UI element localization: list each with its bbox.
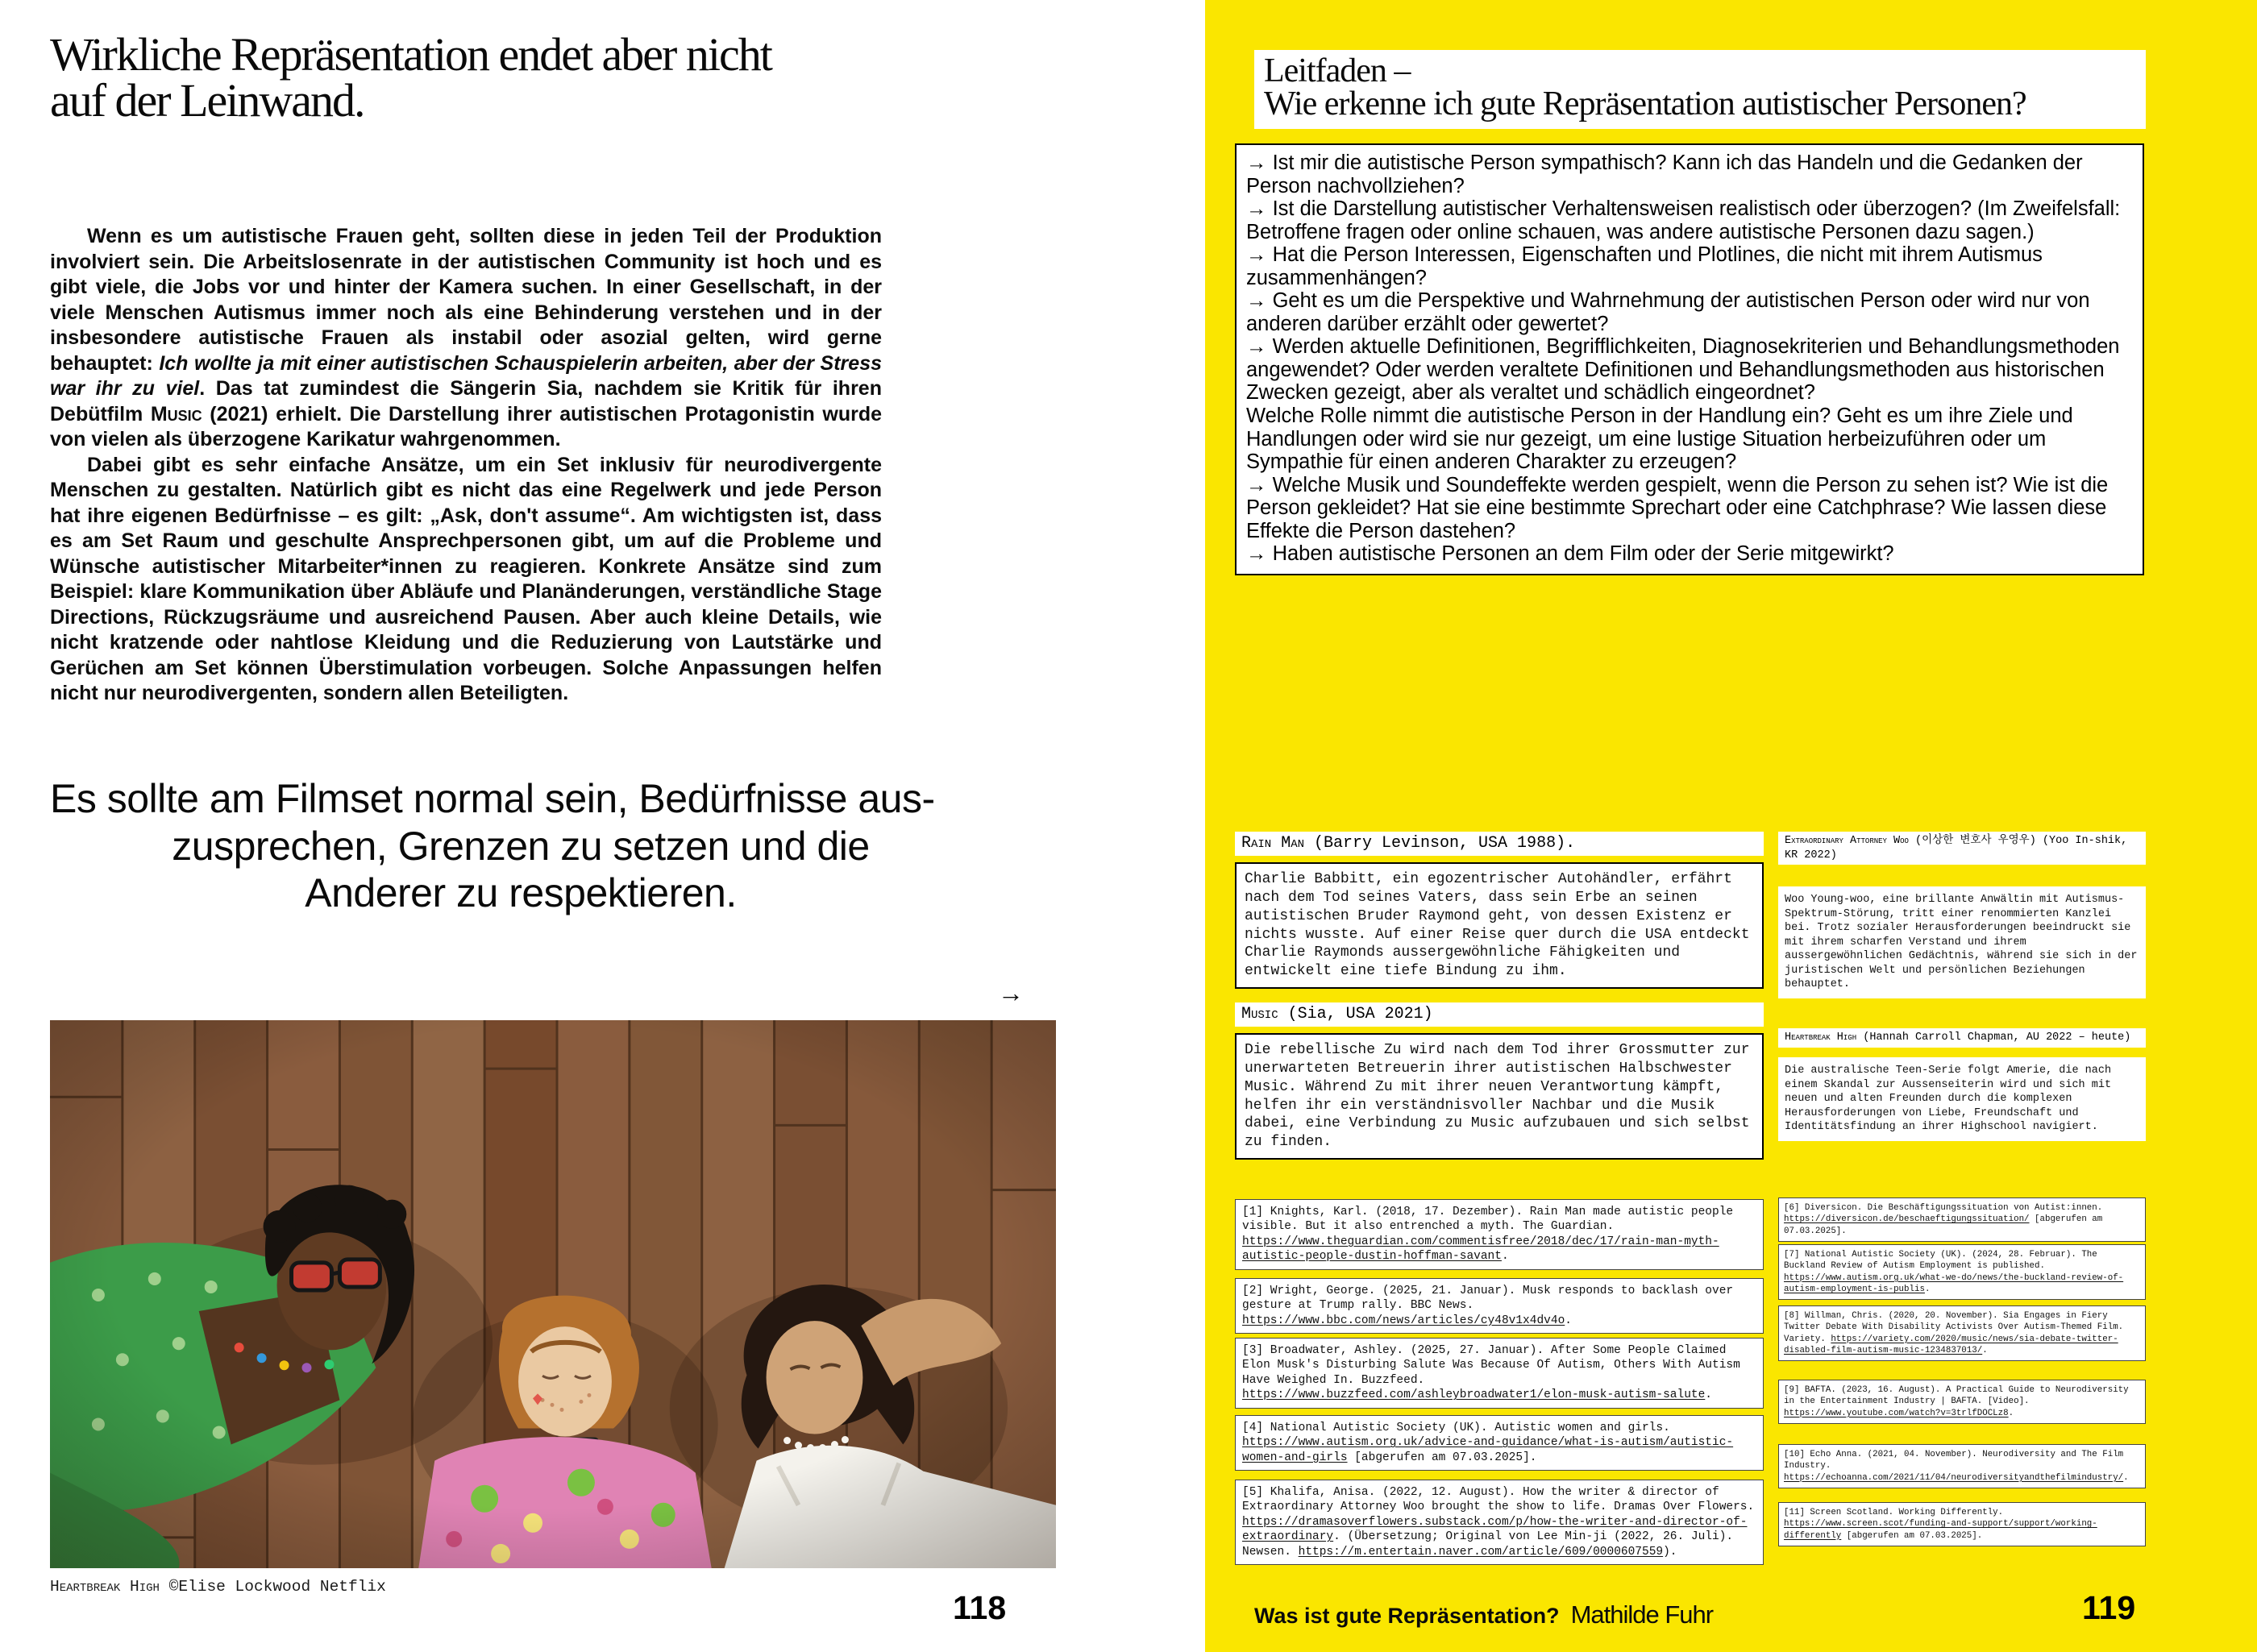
url-text: https://www.buzzfeed.com/ashleybroadwater1/elon-musk-autism-salute <box>1242 1388 1706 1402</box>
text-segment: Music <box>150 402 202 425</box>
text-segment: [4] National Autistic Society (UK). Autistic women and girls. <box>1242 1422 1670 1434</box>
text-segment: Dabei gibt es sehr einfache Ansätze, um ein Set inklusiv für neurodivergente Menschen zu gestalten. Natürlich gibt es nicht das eine Regelwerk und jede Person hat ihre eigenen Bedürfnisse – es gilt: „Ask, don't assume“. Am wichtigsten ist, dass es am Set Raum und geschulte Ansprechpersonen gibt, um auf die Probleme und Wünsche autistischer Mitarbeiter*innen zu reagieren. Konkrete Ansätze sind zum Beispiel: klare Kommunikation über Abläufe und Planänderungen, verständliche Stage Directions, Rückzugsräume und ausreichend Pausen. Aber auch kleine Details, wie nicht kratzende oder nahtlose Kleidung und die Reduzierung von Lautstärke und Gerüchen am Set können Überstimulation vorbeugen. Solche Anpassungen helfen nicht nur neurodivergenten, sondern allen Beteiligten. <box>50 453 882 704</box>
page-right <box>1205 0 2257 1652</box>
footer-question: Was ist gute Repräsentation? <box>1254 1604 1560 1628</box>
guide-item-4: → Geht es um die Perspektive und Wahrnehmung der autistischen Person oder wird nur von anderen darüber erzählt oder gewertet? <box>1246 289 2090 335</box>
footnote-8 <box>1778 1305 2146 1361</box>
photo-caption <box>50 1578 386 1596</box>
footnote-3 <box>1235 1338 1764 1409</box>
film-body-rain-man: Charlie Babbitt, ein egozentrischer Autohändler, erfährt nach dem Tod seines Vaters, dass sein Erbe an seinen autistischen Bruder Raymond geht, von dessen Existenz er nichts wusste. Auf einer Reise quer durch die USA entdeckt Charlie Raymonds aussergewöhnliche Fähigkeiten und entwickelt eine tiefe Bindung zu ihm. <box>1235 862 1764 989</box>
guide-header <box>1254 50 2146 129</box>
text-segment: (Hannah Carroll Chapman, AU 2022 – heute) <box>1856 1031 2131 1044</box>
footnote-7 <box>1778 1244 2146 1300</box>
text-segment: Heartbreak High <box>1785 1031 1857 1044</box>
guide-item-8: → Haben autistische Personen an dem Film oder der Serie mitgewirkt? <box>1246 542 1894 566</box>
guide-header-line1: Leitfaden – <box>1264 52 1411 89</box>
footer <box>1254 1600 1713 1629</box>
text-segment: [9] BAFTA. (2023, 16. August). A Practical Guide to Neurodiversity in the Entertainment Industry | BAFTA. [Video]. <box>1784 1385 2129 1407</box>
guide-item-7: → Welche Musik und Soundeffekte werden gespielt, wenn die Person zu sehen ist? Wie ist die Person gekleidet? Hat sie eine bestimmte Sprechart oder eine Catchphrase? Wie lassen diese Effekte die Person dastehen? <box>1246 473 2109 542</box>
text-segment: Ich wollte ja mit einer autistischen Schauspielerin arbeiten, aber der Stress war ihr zu viel <box>50 351 882 400</box>
url-text: https://www.screen.scot/funding-and-support/support/working-differently <box>1784 1519 2097 1541</box>
url-text: https://www.bbc.com/news/articles/cy48v1x4dv4o <box>1242 1314 1565 1327</box>
pull-quote-line1: Es sollte am Filmset normal sein, Bedürfnisse aus- <box>50 776 935 821</box>
footnote-9 <box>1778 1380 2146 1424</box>
page-title-line1: Wirkliche Repräsentation endet aber nicht <box>50 28 771 81</box>
text-segment: (Sia, USA 2021) <box>1278 1005 1433 1023</box>
url-text: https://www.autism.org.uk/what-we-do/news/the-buckland-review-of-autism-employment-is-publis <box>1784 1272 2124 1294</box>
page-title <box>50 28 1001 127</box>
footnote-10 <box>1778 1444 2146 1488</box>
film-title-attorney-woo <box>1778 832 2146 865</box>
text-segment: Heartbreak High <box>50 1578 160 1596</box>
url-text: https://diversicon.de/beschaeftigungssituation/ <box>1784 1214 2030 1225</box>
text-segment: [3] Broadwater, Ashley. (2025, 27. Januar). After Some People Claimed Elon Musk's Disturbing Salute Was Because Of Autism, Others With Autism Have Weighed In. Buzzfeed. <box>1242 1344 1740 1387</box>
url-text: https://www.youtube.com/watch?v=3trlfDOCLz8 <box>1784 1408 2009 1418</box>
text-segment: Wenn es um autistische Frauen geht, sollten diese in jeden Teil der Produktion involviert sein. Die Arbeitslosenrate in der autistischen Community ist hoch und es gibt viele, die Jobs vor und hinter der Kamera suchen. In einer Gesellschaft, in der viele Menschen Autismus immer noch als eine Behinderung verstehen und in der insbesondere autistische Frauen als instabil oder asozial gelten, wird gerne behauptet: <box>50 225 882 375</box>
text-segment: [abgerufen am 07.03.2025]. <box>1841 1530 1983 1541</box>
photo-heartbreak-high <box>50 1020 1056 1568</box>
film-body-attorney-woo: Woo Young-woo, eine brillante Anwältin mit Autismus-Spektrum-Störung, tritt einer renommierten Kanzlei bei. Trotz sozialer Herausforderungen beeindruckt sie mit ihrem scharfen Verstand und ihrem aussergewöhnlichen Gedächtnis, während sie sich in der juristischen Welt und persönlichen Beziehungen behauptet. <box>1778 886 2146 998</box>
body-copy <box>50 224 882 707</box>
guide-item-2: → Ist die Darstellung autistischer Verhaltensweisen realistisch oder überzogen? (Im Zweifelsfall: Betroffene fragen oder online schauen, was andere autistische Personen dazu sagen.) <box>1246 197 2121 243</box>
footer-author: Mathilde Fuhr <box>1570 1600 1714 1629</box>
guide-item-1: → Ist mir die autistische Person sympathisch? Kann ich das Handeln und die Gedanken der Person nachvollziehen? <box>1246 152 2083 197</box>
text-segment: . <box>1982 1345 1988 1355</box>
guide-header-line2: Wie erkenne ich gute Repräsentation autistischer Personen? <box>1264 85 2026 123</box>
text-segment: [abgerufen am 07.03.2025]. <box>1784 1214 2103 1236</box>
footnote-4 <box>1235 1415 1764 1471</box>
text-segment: (Barry Levinson, USA 1988). <box>1304 834 1576 853</box>
pull-quote-line2: zusprechen, Grenzen zu setzen und die <box>172 823 870 869</box>
text-segment: [abgerufen am 07.03.2025]. <box>1347 1451 1537 1464</box>
url-text: https://dramasoverflowers.substack.com/p/how-the-writer-and-director-of-extraordinary <box>1242 1515 1748 1544</box>
text-segment: . Das tat zumindest die Sängerin Sia, nachdem sie Kritik für ihren Debütfilm <box>50 377 882 425</box>
text-segment: [10] Echo Anna. (2021, 04. November). Neurodiversity and The Film Industry. <box>1784 1450 2124 1471</box>
film-title-music <box>1235 1002 1764 1027</box>
film-body-heartbreak-high: Die australische Teen-Serie folgt Amerie, die nach einem Skandal zur Aussenseiterin wird und sich mit neuen und alten Freunden durch die komplexen Herausforderungen von Liebe, Freundschaft und Identitätsfindung an ihrer Highschool navigiert. <box>1778 1057 2146 1141</box>
text-segment: [5] Khalifa, Anisa. (2022, 12. August). How the writer & director of Extraordinary Attorney Woo brought the show to life. Dramas Over Flowers. <box>1242 1486 1755 1514</box>
url-text: https://www.theguardian.com/commentisfree/2018/dec/17/rain-man-myth-autistic-people-dustin-hoffman-savant <box>1242 1235 1719 1264</box>
text-segment: [7] National Autistic Society (UK). (2024, 28. Februar). The Buckland Review of Autism Employment is published. <box>1784 1250 2097 1272</box>
text-segment: [6] Diversicon. Die Beschäftigungssituation von Autist:innen. <box>1784 1203 2103 1213</box>
text-segment: Music <box>1241 1005 1278 1023</box>
url-text: https://www.autism.org.uk/advice-and-guidance/what-is-autism/autistic-women-and-girls <box>1242 1436 1734 1464</box>
footnote-11 <box>1778 1502 2146 1546</box>
photo-illustration <box>50 1020 1056 1568</box>
text-segment: . <box>2008 1408 2014 1418</box>
text-segment: . <box>1924 1284 1931 1294</box>
text-segment: [1] Knights, Karl. (2018, 17. Dezember). Rain Man made autistic people visible. But it also entrenched a myth. The Guardian. <box>1242 1206 1734 1234</box>
text-segment: ). <box>1663 1545 1677 1559</box>
footnote-2 <box>1235 1278 1764 1334</box>
footnote-1 <box>1235 1199 1764 1270</box>
text-segment: . <box>2123 1472 2129 1483</box>
paragraph-2 <box>50 453 882 707</box>
page-number-119: 119 <box>2082 1589 2136 1626</box>
text-segment: Extraordinary Attorney Woo <box>1785 835 1909 847</box>
pull-quote-line3: Anderer zu respektieren. <box>305 870 737 915</box>
text-segment: ©Elise Lockwood Netflix <box>159 1578 386 1596</box>
paragraph-1 <box>50 224 882 453</box>
footnote-6 <box>1778 1197 2146 1242</box>
text-segment: [8] Willman, Chris. (2020, 20. November). Sia Engages in Fiery Twitter Debate With Disability Activists Over Autism-Themed Film. Variety. <box>1784 1311 2124 1344</box>
text-segment: (이상한 변호사 우영우) (Yoo In-shik, KR 2022) <box>1785 835 2128 861</box>
text-segment: (2021) erhielt. Die Darstellung ihrer autistischen Protagonistin wurde von vielen als überzogene Karikatur wahrgenommen. <box>50 402 883 450</box>
text-segment: . <box>1705 1388 1712 1402</box>
text-segment: . <box>1565 1314 1572 1327</box>
footnote-5 <box>1235 1480 1764 1565</box>
guide-checklist <box>1235 143 2144 575</box>
pull-quote <box>50 775 991 917</box>
arrow-right-icon: → <box>998 978 1024 1007</box>
page-number-118: 118 <box>953 1589 1007 1626</box>
guide-item-3: → Hat die Person Interessen, Eigenschaften und Plotlines, die nicht mit ihrem Autismus zusammenhängen? <box>1246 243 2043 289</box>
url-text: https://echoanna.com/2021/11/04/neurodiversityandthefilmindustry/ <box>1784 1472 2124 1483</box>
film-body-music: Die rebellische Zu wird nach dem Tod ihrer Grossmutter zur unerwarteten Betreuerin ihrer autistischen Halbschwester Music. Während Zu mit ihrer neuen Verantwortung kämpft, helfen ihr ein verständnisvoller Nachbar und die Musik dabei, eine Verbindung zu Music aufzubauen und sich selbst zu finden. <box>1235 1033 1764 1160</box>
page-title-line2: auf der Leinwand. <box>50 73 364 127</box>
text-segment: Rain Man <box>1241 834 1305 853</box>
url-text: https://variety.com/2020/music/news/sia-debate-twitter-disabled-film-autism-music-1234837013/ <box>1784 1334 2118 1355</box>
text-segment: [11] Screen Scotland. Working Differently. <box>1784 1508 2004 1517</box>
text-segment: [2] Wright, George. (2025, 21. Januar). Musk responds to backlash over gesture at Trump rally. BBC News. <box>1242 1285 1734 1313</box>
film-title-rain-man <box>1235 832 1764 856</box>
text-segment: . (Übersetzung; Original von Lee Min-ji (2022, 26. Juli). Newsen. <box>1242 1530 1734 1559</box>
text-segment: . <box>1501 1250 1509 1264</box>
guide-item-6: Welche Rolle nimmt die autistische Person in der Handlung ein? Geht es um ihre Ziele und Handlungen oder wird sie nur gezeigt, um eine lustige Situation herbeizuführen oder um Sympathie für einen anderen Charakter zu erzeugen? <box>1246 405 2073 474</box>
film-title-heartbreak-high <box>1778 1028 2146 1048</box>
url-text: https://m.entertain.naver.com/article/609/0000607559 <box>1298 1545 1664 1559</box>
guide-item-5: → Werden aktuelle Definitionen, Begrifflichkeiten, Diagnosekriterien und Behandlungsmethoden angewendet? Oder werden veraltete Definitionen und Behandlungsmethoden aus historischen Zwecken gezeigt, aber als veraltet und schädlich eingeordnet? <box>1246 335 2120 405</box>
